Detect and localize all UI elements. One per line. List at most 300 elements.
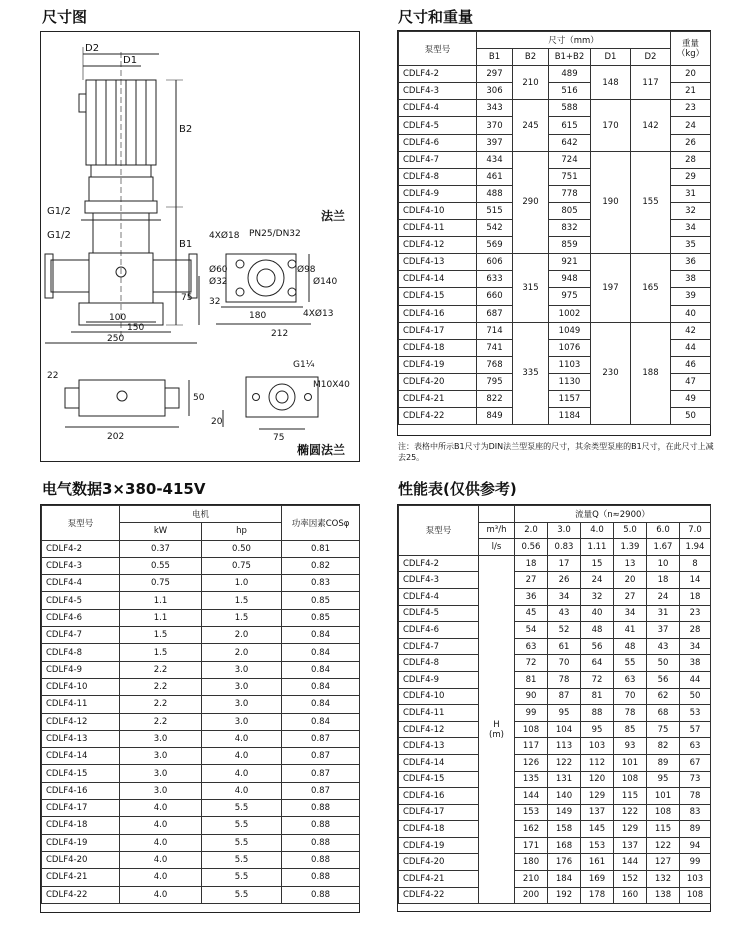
head-value-cell: 176	[548, 854, 581, 871]
flow-ls-cell: 0.83	[548, 539, 581, 556]
model-cell: CDLF4-5	[399, 605, 479, 622]
table-row	[399, 837, 711, 854]
model-cell: CDLF4-21	[399, 390, 477, 407]
kw-cell: 0.75	[120, 575, 202, 592]
table-row	[42, 644, 360, 661]
weight-cell: 49	[671, 390, 711, 407]
pf-cell: 0.82	[282, 557, 360, 574]
table-row	[399, 754, 711, 771]
head-value-cell: 87	[548, 688, 581, 705]
head-value-cell: 108	[614, 771, 647, 788]
hp-cell: 5.5	[202, 869, 282, 886]
head-value-cell: 20	[614, 572, 647, 589]
table-row	[399, 151, 711, 168]
model-cell: CDLF4-4	[399, 100, 477, 117]
head-value-cell: 75	[647, 721, 680, 738]
label-pn: PN25/DN32	[249, 229, 301, 239]
model-cell: CDLF4-10	[399, 688, 479, 705]
label-75b: 75	[273, 433, 285, 443]
head-value-cell: 132	[647, 871, 680, 888]
head-value-cell: 61	[548, 638, 581, 655]
hp-cell: 3.0	[202, 678, 282, 695]
head-value-cell: 14	[680, 572, 711, 589]
col-b2: B2	[513, 49, 549, 66]
pf-cell: 0.88	[282, 886, 360, 903]
kw-cell: 4.0	[120, 886, 202, 903]
head-value-cell: 112	[581, 754, 614, 771]
pf-cell: 0.87	[282, 782, 360, 799]
model-cell: CDLF4-4	[42, 575, 120, 592]
model-cell: CDLF4-8	[399, 168, 477, 185]
flow-m3h-cell: 7.0	[680, 522, 711, 539]
col-power-factor: 功率因素COSφ	[282, 506, 360, 541]
model-cell: CDLF4-9	[42, 661, 120, 678]
model-cell: CDLF4-18	[399, 821, 479, 838]
table-row	[399, 788, 711, 805]
label-32: 32	[209, 297, 221, 307]
table-row	[42, 661, 360, 678]
label-b1: B1	[179, 239, 193, 250]
hp-cell: 3.0	[202, 713, 282, 730]
model-cell: CDLF4-22	[399, 408, 477, 425]
head-value-cell: 101	[614, 754, 647, 771]
model-cell: CDLF4-18	[399, 339, 477, 356]
model-cell: CDLF4-11	[399, 220, 477, 237]
oval-flange-view	[246, 377, 318, 417]
table-row	[399, 254, 711, 271]
table-row	[42, 851, 360, 868]
head-value-cell: 113	[548, 738, 581, 755]
label-b2: B2	[179, 124, 193, 135]
hp-cell: 5.5	[202, 800, 282, 817]
b1-cell: 306	[477, 83, 513, 100]
b1-cell: 370	[477, 117, 513, 134]
head-value-cell: 129	[614, 821, 647, 838]
head-value-cell: 149	[548, 804, 581, 821]
model-cell: CDLF4-14	[399, 754, 479, 771]
flow-m3h-cell: 3.0	[548, 522, 581, 539]
model-cell: CDLF4-17	[399, 322, 477, 339]
weight-cell: 40	[671, 305, 711, 322]
dim-weight-title: 尺寸和重量	[398, 8, 474, 26]
head-value-cell: 48	[614, 638, 647, 655]
head-value-cell: 45	[515, 605, 548, 622]
oval-base-side	[79, 380, 165, 416]
b1b2-cell: 1002	[549, 305, 591, 322]
head-value-cell: 145	[581, 821, 614, 838]
head-value-cell: 78	[680, 788, 711, 805]
head-value-cell: 153	[581, 837, 614, 854]
head-value-cell: 122	[614, 804, 647, 821]
b1b2-cell: 1157	[549, 390, 591, 407]
b1b2-cell: 489	[549, 66, 591, 83]
model-cell: CDLF4-10	[42, 678, 120, 695]
d2-cell: 142	[631, 100, 671, 151]
head-value-cell: 99	[680, 854, 711, 871]
head-value-cell: 89	[680, 821, 711, 838]
kw-cell: 1.5	[120, 627, 202, 644]
label-g12-top: G1/2	[47, 206, 71, 217]
dimension-drawing-panel	[40, 31, 360, 462]
table-row	[42, 627, 360, 644]
table-row	[42, 713, 360, 730]
table-row	[399, 66, 711, 83]
head-value-cell: 178	[581, 887, 614, 904]
pf-cell: 0.84	[282, 644, 360, 661]
weight-cell: 50	[671, 408, 711, 425]
head-value-cell: 34	[548, 588, 581, 605]
label-22: 22	[47, 371, 59, 381]
table-row	[399, 100, 711, 117]
hp-cell: 2.0	[202, 627, 282, 644]
hp-cell: 0.50	[202, 540, 282, 557]
head-value-cell: 210	[515, 871, 548, 888]
d1-cell: 197	[591, 254, 631, 322]
table-row	[399, 705, 711, 722]
performance-table	[398, 505, 711, 904]
head-value-cell: 90	[515, 688, 548, 705]
b1b2-cell: 975	[549, 288, 591, 305]
weight-cell: 24	[671, 117, 711, 134]
hp-cell: 4.0	[202, 782, 282, 799]
b1-cell: 768	[477, 356, 513, 373]
weight-cell: 42	[671, 322, 711, 339]
weight-cell: 26	[671, 134, 711, 151]
b1b2-cell: 859	[549, 237, 591, 254]
model-cell: CDLF4-12	[42, 713, 120, 730]
label-150: 150	[127, 323, 145, 333]
head-value-cell: 17	[548, 555, 581, 572]
kw-cell: 2.2	[120, 678, 202, 695]
hp-cell: 5.5	[202, 834, 282, 851]
b1b2-cell: 778	[549, 185, 591, 202]
weight-cell: 20	[671, 66, 711, 83]
head-value-cell: 34	[614, 605, 647, 622]
table-row	[399, 622, 711, 639]
table-row	[399, 688, 711, 705]
model-cell: CDLF4-19	[399, 356, 477, 373]
hp-cell: 1.5	[202, 609, 282, 626]
col-size-group: 尺寸（mm）	[477, 32, 671, 49]
b1b2-cell: 751	[549, 168, 591, 185]
model-cell: CDLF4-20	[42, 851, 120, 868]
head-value-cell: 44	[680, 671, 711, 688]
electrical-table	[41, 505, 360, 904]
col-d1: D1	[591, 49, 631, 66]
head-value-cell: 31	[647, 605, 680, 622]
head-value-cell: 73	[680, 771, 711, 788]
head-value-cell: 152	[614, 871, 647, 888]
head-value-cell: 18	[515, 555, 548, 572]
weight-cell: 32	[671, 202, 711, 219]
model-cell: CDLF4-14	[399, 271, 477, 288]
model-cell: CDLF4-11	[399, 705, 479, 722]
pf-cell: 0.84	[282, 627, 360, 644]
head-value-cell: 135	[515, 771, 548, 788]
label-250: 250	[107, 334, 125, 344]
pf-cell: 0.88	[282, 851, 360, 868]
head-value-cell: 184	[548, 871, 581, 888]
head-value-cell: 24	[647, 588, 680, 605]
b1-cell: 741	[477, 339, 513, 356]
hp-cell: 4.0	[202, 748, 282, 765]
flow-m3h-cell: 6.0	[647, 522, 680, 539]
label-d1: D1	[123, 55, 138, 66]
head-value-cell: 153	[515, 804, 548, 821]
head-value-cell: 103	[581, 738, 614, 755]
label-d60: Ø60	[209, 265, 228, 275]
head-value-cell: 89	[647, 754, 680, 771]
pf-cell: 0.81	[282, 540, 360, 557]
model-cell: CDLF4-7	[42, 627, 120, 644]
label-180: 180	[249, 311, 267, 321]
flow-m3h-cell: 4.0	[581, 522, 614, 539]
weight-cell: 28	[671, 151, 711, 168]
table-row	[42, 886, 360, 903]
head-value-cell: 78	[614, 705, 647, 722]
table-row	[42, 557, 360, 574]
model-cell: CDLF4-8	[399, 655, 479, 672]
head-value-cell: 83	[680, 804, 711, 821]
label-m10: M10X40	[313, 380, 350, 390]
head-value-cell: 81	[581, 688, 614, 705]
b1-cell: 660	[477, 288, 513, 305]
pf-cell: 0.83	[282, 575, 360, 592]
pump-drawing	[41, 32, 359, 461]
b1-cell: 461	[477, 168, 513, 185]
b1-cell: 795	[477, 373, 513, 390]
head-value-cell: 57	[680, 721, 711, 738]
table-row	[42, 817, 360, 834]
table-row	[399, 771, 711, 788]
b1-cell: 343	[477, 100, 513, 117]
head-value-cell: 161	[581, 854, 614, 871]
pf-cell: 0.88	[282, 869, 360, 886]
pf-cell: 0.85	[282, 592, 360, 609]
b1b2-cell: 921	[549, 254, 591, 271]
table-row	[399, 804, 711, 821]
flow-m3h-cell: 5.0	[614, 522, 647, 539]
pf-cell: 0.87	[282, 748, 360, 765]
label-holes18: 4XØ18	[209, 231, 240, 241]
table-row	[42, 575, 360, 592]
head-value-cell: 95	[647, 771, 680, 788]
head-value-cell: 68	[647, 705, 680, 722]
head-value-cell: 144	[614, 854, 647, 871]
model-cell: CDLF4-8	[42, 644, 120, 661]
model-cell: CDLF4-17	[399, 804, 479, 821]
head-value-cell: 18	[647, 572, 680, 589]
head-value-cell: 43	[548, 605, 581, 622]
weight-cell: 34	[671, 220, 711, 237]
pf-cell: 0.84	[282, 661, 360, 678]
col-b1b2: B1+B2	[549, 49, 591, 66]
weight-cell: 38	[671, 271, 711, 288]
model-cell: CDLF4-2	[399, 555, 479, 572]
head-value-cell: 140	[548, 788, 581, 805]
pf-cell: 0.88	[282, 834, 360, 851]
table-row	[399, 721, 711, 738]
model-cell: CDLF4-2	[42, 540, 120, 557]
dim-weight-table	[398, 31, 711, 425]
head-value-cell: 127	[647, 854, 680, 871]
model-cell: CDLF4-13	[399, 254, 477, 271]
head-value-cell: 81	[515, 671, 548, 688]
head-value-cell: 137	[614, 837, 647, 854]
head-value-cell: 99	[515, 705, 548, 722]
model-cell: CDLF4-9	[399, 671, 479, 688]
head-value-cell: 158	[548, 821, 581, 838]
performance-title: 性能表(仅供参考)	[398, 480, 517, 498]
table-row	[399, 638, 711, 655]
col-model: 泵型号	[399, 32, 477, 66]
b1b2-cell: 1130	[549, 373, 591, 390]
table-row	[399, 655, 711, 672]
table-row	[399, 854, 711, 871]
b2-cell: 335	[513, 322, 549, 425]
pf-cell: 0.85	[282, 609, 360, 626]
label-g14: G1¼	[293, 360, 315, 370]
head-value-cell: 88	[581, 705, 614, 722]
table-row	[42, 800, 360, 817]
model-cell: CDLF4-13	[399, 738, 479, 755]
head-unit-cell	[479, 555, 515, 903]
col-motor: 电机	[120, 506, 282, 523]
pf-cell: 0.88	[282, 800, 360, 817]
b1b2-cell: 805	[549, 202, 591, 219]
head-value-cell: 126	[515, 754, 548, 771]
b1b2-cell: 1103	[549, 356, 591, 373]
head-value-cell: 43	[647, 638, 680, 655]
head-value-cell: 70	[614, 688, 647, 705]
table-row	[399, 738, 711, 755]
head-value-cell: 104	[548, 721, 581, 738]
head-value-cell: 37	[647, 622, 680, 639]
d2-cell: 117	[631, 66, 671, 100]
model-cell: CDLF4-19	[42, 834, 120, 851]
table-row	[42, 696, 360, 713]
head-value-cell: 168	[548, 837, 581, 854]
table-row	[42, 678, 360, 695]
col-b1: B1	[477, 49, 513, 66]
kw-cell: 4.0	[120, 800, 202, 817]
table-row	[399, 605, 711, 622]
hp-cell: 3.0	[202, 661, 282, 678]
head-value-cell: 180	[515, 854, 548, 871]
head-value-cell: 131	[548, 771, 581, 788]
pf-cell: 0.87	[282, 730, 360, 747]
head-value-cell: 101	[647, 788, 680, 805]
d2-cell: 165	[631, 254, 671, 322]
model-cell: CDLF4-18	[42, 817, 120, 834]
unit-m3h: m³/h	[479, 522, 515, 539]
b1b2-cell: 642	[549, 134, 591, 151]
b1-cell: 714	[477, 322, 513, 339]
head-value-cell: 115	[614, 788, 647, 805]
model-cell: CDLF4-2	[399, 66, 477, 83]
head-value-cell: 50	[680, 688, 711, 705]
table-row	[399, 588, 711, 605]
b1-cell: 397	[477, 134, 513, 151]
flow-ls-cell: 1.94	[680, 539, 711, 556]
model-cell: CDLF4-15	[42, 765, 120, 782]
model-cell: CDLF4-4	[399, 588, 479, 605]
table-row	[42, 730, 360, 747]
head-value-cell: 48	[581, 622, 614, 639]
flow-m3h-cell: 2.0	[515, 522, 548, 539]
head-value-cell: 94	[680, 837, 711, 854]
label-d2: D2	[85, 43, 100, 54]
head-value-cell: 67	[680, 754, 711, 771]
head-value-cell: 72	[581, 671, 614, 688]
head-value-cell: 27	[515, 572, 548, 589]
table-row	[399, 555, 711, 572]
b1-cell: 569	[477, 237, 513, 254]
col-model: 泵型号	[399, 506, 479, 556]
head-value-cell: 103	[680, 871, 711, 888]
hp-cell: 1.5	[202, 592, 282, 609]
model-cell: CDLF4-20	[399, 854, 479, 871]
head-value-cell: 108	[680, 887, 711, 904]
head-value-cell: 26	[548, 572, 581, 589]
kw-cell: 3.0	[120, 765, 202, 782]
model-cell: CDLF4-17	[42, 800, 120, 817]
head-value-cell: 23	[680, 605, 711, 622]
head-value-cell: 93	[614, 738, 647, 755]
table-row	[399, 871, 711, 888]
model-cell: CDLF4-12	[399, 237, 477, 254]
model-cell: CDLF4-22	[399, 887, 479, 904]
head-value-cell: 13	[614, 555, 647, 572]
head-value-cell: 138	[647, 887, 680, 904]
label-75a: 75	[181, 293, 193, 303]
head-unit-label: (m)	[489, 729, 504, 740]
table-row	[42, 748, 360, 765]
hp-cell: 5.5	[202, 817, 282, 834]
model-cell: CDLF4-5	[42, 592, 120, 609]
hp-cell: 5.5	[202, 886, 282, 903]
b1-cell: 434	[477, 151, 513, 168]
head-value-cell: 27	[614, 588, 647, 605]
table-row	[42, 834, 360, 851]
b1b2-cell: 516	[549, 83, 591, 100]
electrical-table-panel	[40, 504, 360, 913]
model-cell: CDLF4-15	[399, 288, 477, 305]
label-212: 212	[271, 329, 289, 339]
kw-cell: 3.0	[120, 730, 202, 747]
head-value-cell: 82	[647, 738, 680, 755]
kw-cell: 4.0	[120, 869, 202, 886]
weight-cell: 21	[671, 83, 711, 100]
kw-cell: 4.0	[120, 851, 202, 868]
head-value-cell: 34	[680, 638, 711, 655]
unit-ls: l/s	[479, 539, 515, 556]
b2-cell: 210	[513, 66, 549, 100]
head-value-cell: 36	[515, 588, 548, 605]
weight-cell: 23	[671, 100, 711, 117]
b1b2-cell: 1049	[549, 322, 591, 339]
b1b2-cell: 724	[549, 151, 591, 168]
head-value-cell: 108	[647, 804, 680, 821]
dim-weight-table-panel	[397, 30, 711, 436]
head-value-cell: 108	[515, 721, 548, 738]
b1-cell: 687	[477, 305, 513, 322]
d1-cell: 190	[591, 151, 631, 254]
flow-ls-cell: 1.39	[614, 539, 647, 556]
label-50: 50	[193, 393, 205, 403]
head-value-cell: 169	[581, 871, 614, 888]
kw-cell: 3.0	[120, 782, 202, 799]
